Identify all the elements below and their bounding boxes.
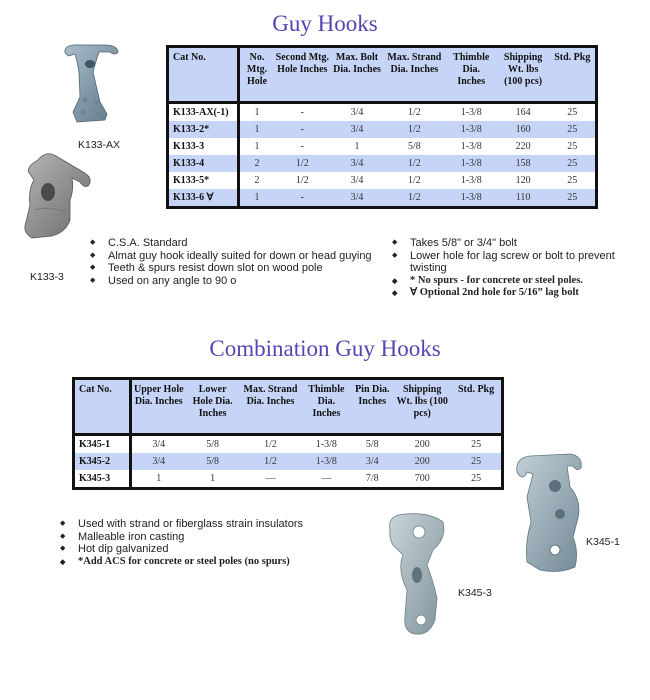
cell: 158 bbox=[497, 155, 550, 172]
header-cat-no: Cat No. bbox=[74, 379, 131, 435]
cell-cat-no: K133-5* bbox=[168, 172, 239, 189]
cell: 1/2 bbox=[240, 453, 302, 470]
k133-3-caption: K133-3 bbox=[30, 271, 64, 283]
cell: 1/2 bbox=[383, 172, 446, 189]
cell: 3/4 bbox=[331, 155, 383, 172]
header-shipping-wt: Shipping Wt. lbs (100 pcs) bbox=[497, 47, 550, 103]
combination-guy-hooks-features bbox=[58, 518, 358, 568]
cell-cat-no: K133-AX(-1) bbox=[168, 103, 239, 122]
k345-1-product-image bbox=[515, 452, 585, 577]
cell: - bbox=[274, 103, 332, 122]
cell-cat-no: K345-1 bbox=[74, 435, 131, 454]
header-upper-hole-dia: Upper Hole Dia. Inches bbox=[130, 379, 185, 435]
cell: 1/2 bbox=[383, 189, 446, 208]
k133-3-product-image bbox=[8, 150, 93, 245]
cell: 3/4 bbox=[130, 453, 185, 470]
header-max-strand-dia: Max. Strand Dia. Inches bbox=[240, 379, 302, 435]
cell: 1 bbox=[239, 121, 274, 138]
combination-guy-hooks-title: Combination Guy Hooks bbox=[209, 336, 441, 361]
cell-cat-no: K133-4 bbox=[168, 155, 239, 172]
feature-item: ◆ Used with strand or fiberglass strain insulators bbox=[58, 518, 358, 531]
header-second-mtg-hole: Second Mtg. Hole Inches bbox=[274, 47, 332, 103]
header-thimble-dia: Thimble Dia. Inches bbox=[301, 379, 351, 435]
cell: 1-3/8 bbox=[301, 453, 351, 470]
feature-item: ◆ C.S.A. Standard bbox=[88, 237, 378, 250]
table-row bbox=[168, 189, 597, 208]
table-row bbox=[168, 155, 597, 172]
header-max-strand-dia: Max. Strand Dia. Inches bbox=[383, 47, 446, 103]
table-row bbox=[168, 121, 597, 138]
cell: 200 bbox=[393, 435, 451, 454]
cell: 25 bbox=[451, 470, 502, 489]
cell: 25 bbox=[550, 189, 597, 208]
cell: 1-3/8 bbox=[301, 435, 351, 454]
cell: 7/8 bbox=[351, 470, 393, 489]
cell: 164 bbox=[497, 103, 550, 122]
cell: 220 bbox=[497, 138, 550, 155]
cell: 3/4 bbox=[331, 172, 383, 189]
cell: 5/8 bbox=[351, 435, 393, 454]
cell: 3/4 bbox=[331, 103, 383, 122]
header-thimble-dia: Thimble Dia. Inches bbox=[446, 47, 497, 103]
header-std-pkg: Std. Pkg bbox=[451, 379, 502, 435]
table-row bbox=[168, 138, 597, 155]
footnote-no-spurs: ◆ * No spurs - for concrete or steel poles. bbox=[390, 275, 650, 288]
combination-guy-hooks-spec-table bbox=[72, 377, 504, 490]
feature-item: ◆ Takes 5/8" or 3/4" bolt bbox=[390, 237, 650, 250]
header-std-pkg: Std. Pkg bbox=[550, 47, 597, 103]
cell: 5/8 bbox=[186, 453, 240, 470]
table-row bbox=[168, 172, 597, 189]
cell: 1/2 bbox=[274, 172, 332, 189]
cell-cat-no: K133-3 bbox=[168, 138, 239, 155]
cell: 160 bbox=[497, 121, 550, 138]
cell: 1-3/8 bbox=[446, 138, 497, 155]
cell: 25 bbox=[451, 453, 502, 470]
cell: 1-3/8 bbox=[446, 189, 497, 208]
feature-item: ◆ Used on any angle to 90 o bbox=[88, 275, 378, 288]
cell: 3/4 bbox=[331, 189, 383, 208]
cell: 2 bbox=[239, 172, 274, 189]
cell: 5/8 bbox=[383, 138, 446, 155]
feature-item: ◆ Lower hole for lag screw or bolt to prevent twisting bbox=[390, 250, 650, 275]
cell: 1-3/8 bbox=[446, 155, 497, 172]
cell: - bbox=[274, 138, 332, 155]
cell: 1/2 bbox=[383, 155, 446, 172]
k345-1-caption: K345-1 bbox=[586, 536, 620, 548]
guy-hooks-features-left bbox=[88, 237, 378, 287]
cell: 25 bbox=[550, 121, 597, 138]
cell: 1 bbox=[239, 189, 274, 208]
cell: 110 bbox=[497, 189, 550, 208]
cell: 120 bbox=[497, 172, 550, 189]
header-lower-hole-dia: Lower Hole Dia. Inches bbox=[186, 379, 240, 435]
cell-cat-no: K345-3 bbox=[74, 470, 131, 489]
cell: — bbox=[301, 470, 351, 489]
feature-item: ◆ Malleable iron casting bbox=[58, 531, 358, 544]
feature-item: ◆ Hot dip galvanized bbox=[58, 543, 358, 556]
guy-hooks-title: Guy Hooks bbox=[272, 11, 378, 36]
cell: — bbox=[240, 470, 302, 489]
cell-cat-no: K133-2* bbox=[168, 121, 239, 138]
cell: 1-3/8 bbox=[446, 172, 497, 189]
cell-cat-no: K345-2 bbox=[74, 453, 131, 470]
table-row bbox=[74, 470, 503, 489]
cell: 1/2 bbox=[383, 103, 446, 122]
table-header-row bbox=[168, 47, 597, 103]
header-no-mtg-hole: No. Mtg. Hole bbox=[239, 47, 274, 103]
guy-hooks-features-right bbox=[390, 237, 650, 300]
cell: 5/8 bbox=[186, 435, 240, 454]
cell: 2 bbox=[239, 155, 274, 172]
k133-ax-caption: K133-AX bbox=[78, 139, 121, 151]
cell: 25 bbox=[550, 138, 597, 155]
cell: 3/4 bbox=[130, 435, 185, 454]
header-pin-dia: Pin Dia. Inches bbox=[351, 379, 393, 435]
k345-3-product-image bbox=[385, 510, 455, 640]
cell: 1 bbox=[239, 103, 274, 122]
k345-3-caption: K345-3 bbox=[458, 587, 492, 599]
table-row bbox=[74, 435, 503, 454]
cell: 25 bbox=[451, 435, 502, 454]
header-shipping-wt: Shipping Wt. lbs (100 pcs) bbox=[393, 379, 451, 435]
cell: 1 bbox=[186, 470, 240, 489]
cell: 1/2 bbox=[274, 155, 332, 172]
cell: 3/4 bbox=[331, 121, 383, 138]
cell: 1 bbox=[130, 470, 185, 489]
cell-cat-no: K133-6 Ɐ bbox=[168, 189, 239, 208]
cell: - bbox=[274, 121, 332, 138]
table-header-row bbox=[74, 379, 503, 435]
k133-ax-product-image bbox=[55, 42, 125, 132]
cell: 700 bbox=[393, 470, 451, 489]
cell: 200 bbox=[393, 453, 451, 470]
cell: 3/4 bbox=[351, 453, 393, 470]
cell: 1/2 bbox=[240, 435, 302, 454]
cell: 1 bbox=[239, 138, 274, 155]
cell: 1-3/8 bbox=[446, 121, 497, 138]
cell: 25 bbox=[550, 155, 597, 172]
footnote-add-acs: ◆ *Add ACS for concrete or steel poles (no spurs) bbox=[58, 556, 358, 569]
footnote-optional-hole: ◆ Ɐ Optional 2nd hole for 5/16” lag bolt bbox=[390, 287, 650, 300]
feature-item: ◆ Teeth & spurs resist down slot on wood pole bbox=[88, 262, 378, 275]
header-cat-no: Cat No. bbox=[168, 47, 239, 103]
cell: 1/2 bbox=[383, 121, 446, 138]
cell: - bbox=[274, 189, 332, 208]
guy-hooks-spec-table bbox=[166, 45, 598, 209]
table-row bbox=[168, 103, 597, 122]
cell: 1-3/8 bbox=[446, 103, 497, 122]
table-row bbox=[74, 453, 503, 470]
cell: 1 bbox=[331, 138, 383, 155]
cell: 25 bbox=[550, 172, 597, 189]
cell: 25 bbox=[550, 103, 597, 122]
header-max-bolt-dia: Max. Bolt Dia. Inches bbox=[331, 47, 383, 103]
feature-item: ◆ Almat guy hook ideally suited for down or head guying bbox=[88, 250, 378, 263]
